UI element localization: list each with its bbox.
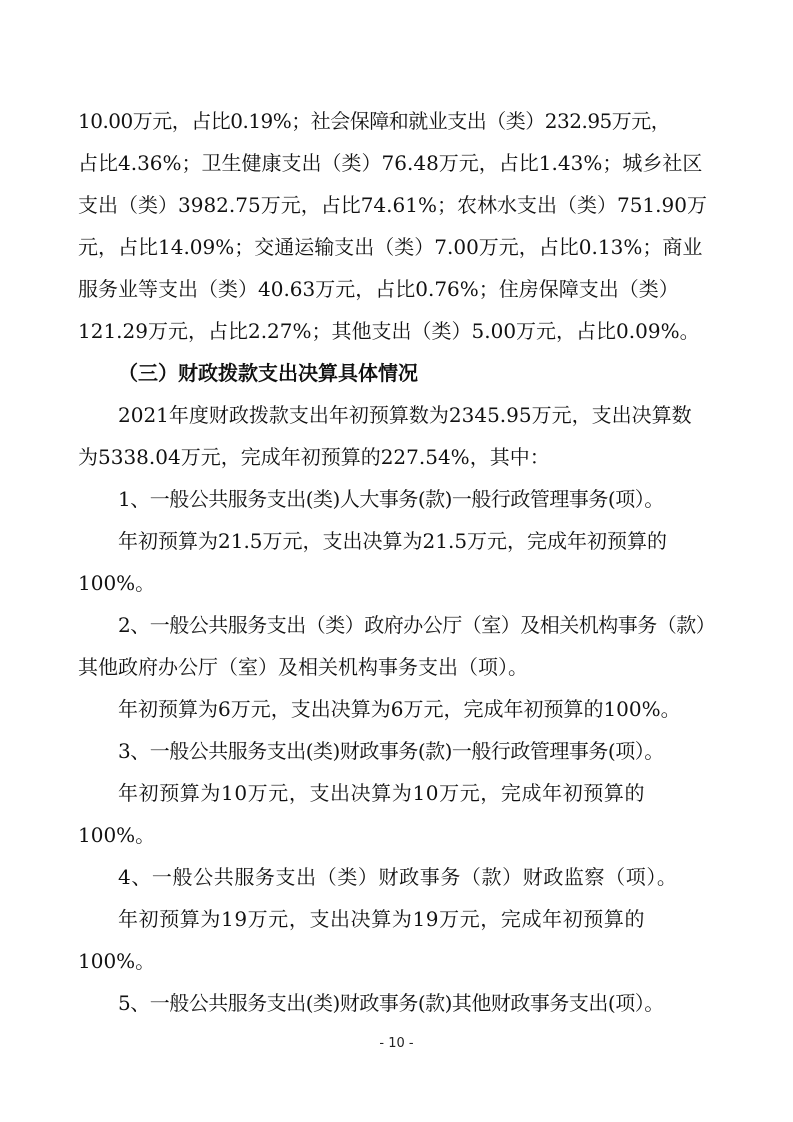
text-line: 为5338.04万元，完成年初预算的227.54%，其中：: [78, 445, 550, 469]
text-line: 服务业等支出（类）40.63万元，占比0.76%；住房保障支出（类）: [78, 277, 679, 301]
page-number: - 10 -: [379, 1036, 414, 1051]
item-title: 4、一般公共服务支出（类）财政事务（款）财政监察（项）。: [118, 865, 678, 889]
item-title: 5、一般公共服务支出(类)财政事务(款)其他财政事务支出(项）。: [118, 991, 664, 1015]
text-line: 2021年度财政拨款支出年初预算数为2345.95万元，支出决算数: [118, 403, 692, 427]
text-line: 10.00万元，占比0.19%；社会保障和就业支出（类）232.95万元，: [78, 109, 671, 133]
text-line: 100%。: [78, 823, 156, 847]
item-title: 3、一般公共服务支出(类)财政事务(款)一般行政管理事务(项）。: [118, 739, 664, 763]
text-line: 年初预算为6万元，支出决算为6万元，完成年初预算的100%。: [118, 697, 681, 721]
text-line: 元，占比14.09%；交通运输支出（类）7.00万元，占比0.13%；商业: [78, 235, 703, 259]
text-line: 100%。: [78, 949, 156, 973]
item-title: 其他政府办公厅（室）及相关机构事务支出（项）。: [78, 655, 528, 679]
text-line: 年初预算为19万元，支出决算为19万元，完成年初预算的: [118, 907, 646, 931]
item-title: 1、一般公共服务支出(类)人大事务(款)一般行政管理事务(项）。: [118, 487, 664, 511]
text-line: 年初预算为21.5万元，支出决算为21.5万元，完成年初预算的: [118, 529, 668, 553]
item-title: 2、一般公共服务支出（类）政府办公厅（室）及相关机构事务（款）: [118, 613, 716, 637]
section-heading: （三）财政拨款支出决算具体情况: [118, 361, 418, 385]
document-body: [78, 100, 718, 1024]
text-line: 占比4.36%；卫生健康支出（类）76.48万元，占比1.43%；城乡社区: [78, 151, 703, 175]
text-line: 年初预算为10万元，支出决算为10万元，完成年初预算的: [118, 781, 646, 805]
text-line: 121.29万元，占比2.27%；其他支出（类）5.00万元，占比0.09%。: [78, 319, 700, 343]
text-line: 100%。: [78, 571, 156, 595]
text-line: 支出（类）3982.75万元，占比74.61%；农林水支出（类）751.90万: [78, 193, 707, 217]
